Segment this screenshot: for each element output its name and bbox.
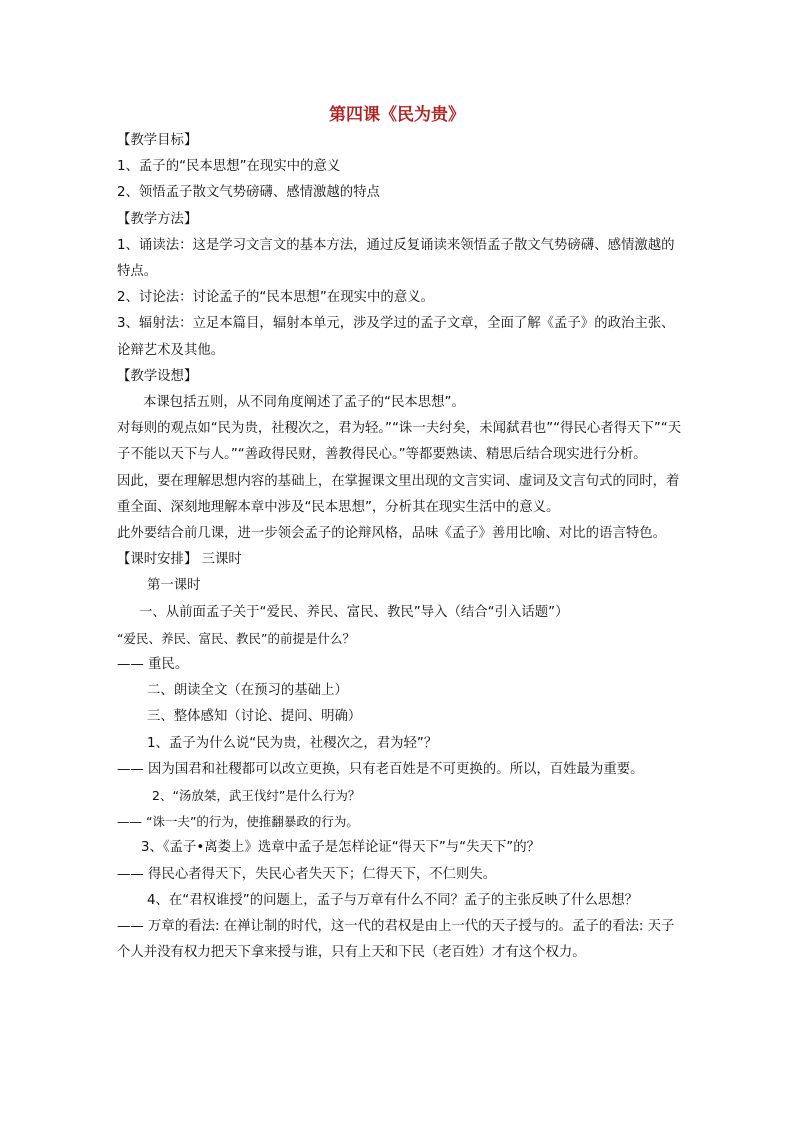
question: 1、孟子为什么说“民为贵，社稷次之，君为轻”？ — [147, 735, 438, 751]
section-heading-schedule: 【课时安排】 三课时 — [117, 552, 242, 568]
section-heading-design: 【教学设想】 — [117, 368, 198, 384]
step-heading: 二、朗读全文（在预习的基础上） — [147, 683, 348, 699]
question: 2、“汤放桀，武王伐纣”是什么行为？ — [152, 788, 361, 804]
question: 4、在“君权谁授”的问题上，孟子与万章有什么不同？孟子的主张反映了什么思想？ — [147, 892, 639, 908]
question: “爱民、养民、富民、教民”的前提是什么？ — [117, 630, 355, 646]
answer: —— “诛一夫”的行为，使推翻暴政的行为。 — [117, 814, 359, 830]
answer: —— 万章的看法: 在禅让制的时代，这一代的君权是由上一代的天子授与的。孟子的看法: 天子个人并没有权力把天下拿来授与谁，只有上天和下民（老百姓）才有这个权力。 — [117, 919, 675, 961]
section-heading-goals: 【教学目标】 — [117, 133, 198, 148]
paragraph: 2、讨论法：讨论孟子的“民本思想”在现实中的意义。 — [117, 290, 434, 306]
paragraph: 因此，要在理解思想内容的基础上，在掌握课文里出现的文言实词、虚词及文言句式的同时，着重全面、深刻地理解本章中涉及“民本思想”，分析其在现实生活中的意义。 — [117, 473, 680, 515]
paragraph: 对每则的观点如“民为贵，社稷次之，君为轻。”“诛一夫纣矣，未闻弑君也”“得民心者得天下”“天子不能以天下与人。”“善政得民财，善教得民心。”等都要熟读、精思后结合现实进行分析。 — [117, 421, 682, 463]
answer: —— 重民。 — [117, 657, 189, 673]
question: 3、《孟子•离娄上》选章中孟子是怎样论证“得天下”与“失天下”的？ — [141, 840, 541, 856]
answer: —— 得民心者得天下，失民心者失天下；仁得天下，不仁则失。 — [117, 866, 497, 882]
step-heading: 一、从前面孟子关于“爱民、养民、富民、教民”导入（结合“引入话题”） — [139, 604, 569, 620]
lesson-heading: 第一课时 — [147, 578, 201, 594]
step-heading: 三、整体感知（讨论、提问、明确） — [147, 709, 362, 725]
page-title: 第四课《民为贵》 — [329, 105, 465, 125]
paragraph: 1、诵读法：这是学习文言文的基本方法，通过反复诵读来领悟孟子散文气势磅礴、感情激越的特点。 — [117, 237, 675, 280]
paragraph: 2、领悟孟子散文气势磅礴、感情激越的特点 — [117, 185, 380, 201]
document-body — [117, 128, 683, 967]
paragraph: 本课包括五则，从不同角度阐述了孟子的“民本思想”。 — [143, 395, 465, 411]
paragraph: 1、孟子的“民本思想”在现实中的意义 — [117, 159, 341, 175]
answer: —— 因为国君和社稷都可以改立更换，只有老百姓是不可更换的。所以，百姓最为重要。 — [117, 761, 644, 777]
section-heading-methods: 【教学方法】 — [117, 211, 198, 227]
paragraph: 3、辐射法：立足本篇目，辐射本单元，涉及学过的孟子文章，全面了解《孟子》的政治主张、论辩艺术及其他。 — [117, 316, 675, 358]
paragraph: 此外要结合前几课，进一步领会孟子的论辩风格，品味《孟子》善用比喻、对比的语言特色。 — [117, 526, 667, 542]
